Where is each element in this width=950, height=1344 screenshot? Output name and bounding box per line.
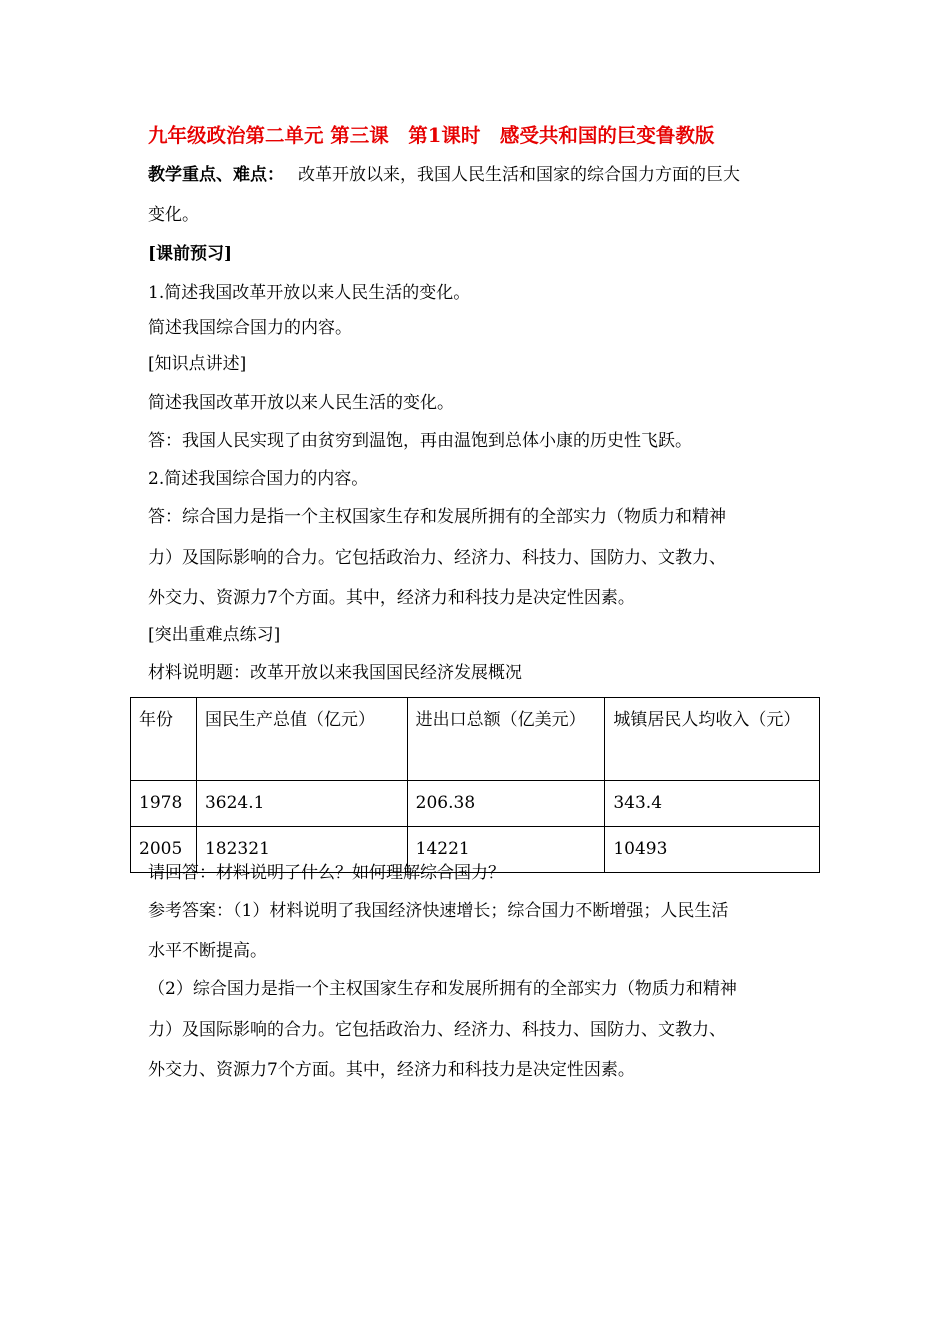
knowledge-answer-2-line3: 外交力、资源力7个方面。其中，经济力和科技力是决定性因素。: [148, 588, 635, 608]
answer-line1: 参考答案：（1）材料说明了我国经济快速增长；综合国力不断增强；人民生活: [148, 901, 729, 921]
table-header-cell: 年份: [131, 698, 197, 781]
table-cell: 14221: [407, 827, 605, 873]
question: 请回答：材料说明了什么？如何理解综合国力？: [148, 863, 505, 883]
key-points-text-cont: 变化。: [148, 205, 199, 225]
answer-line3: （2）综合国力是指一个主权国家生存和发展所拥有的全部实力（物质力和精神: [148, 979, 737, 999]
key-points-label: 教学重点、难点：: [148, 165, 284, 185]
table-cell: 10493: [605, 827, 820, 873]
table-cell: 3624.1: [196, 781, 407, 827]
knowledge-answer-2-line1: 答：综合国力是指一个主权国家生存和发展所拥有的全部实力（物质力和精神: [148, 507, 726, 527]
knowledge-answer-1: 答：我国人民实现了由贫穷到温饱，再由温饱到总体小康的历史性飞跃。: [148, 431, 692, 451]
preview-question-2: 简述我国综合国力的内容。: [148, 318, 352, 338]
table-header-row: [131, 698, 820, 781]
knowledge-answer-2-line2: 力）及国际影响的合力。它包括政治力、经济力、科技力、国防力、文教力、: [148, 548, 726, 568]
document-title: 九年级政治第二单元 第三课 第1课时 感受共和国的巨变鲁教版: [148, 124, 715, 147]
table-header-cell: 城镇居民人均收入（元）: [605, 698, 820, 781]
table-header-cell: 国民生产总值（亿元）: [196, 698, 407, 781]
table-cell: 343.4: [605, 781, 820, 827]
practice-heading: [突出重难点练习]: [148, 625, 281, 645]
preview-heading: [课前预习]: [148, 244, 233, 264]
knowledge-question-1: 简述我国改革开放以来人民生活的变化。: [148, 393, 454, 413]
key-points-text: 改革开放以来，我国人民生活和国家的综合国力方面的巨大: [298, 165, 740, 185]
practice-material: 材料说明题：改革开放以来我国国民经济发展概况: [148, 663, 522, 683]
table-cell: 1978: [131, 781, 197, 827]
answer-line4: 力）及国际影响的合力。它包括政治力、经济力、科技力、国防力、文教力、: [148, 1020, 726, 1040]
table-cell: 2005: [131, 827, 197, 873]
key-points-line: [148, 163, 740, 187]
knowledge-heading: [知识点讲述]: [148, 354, 247, 374]
answer-line2: 水平不断提高。: [148, 941, 267, 961]
table-header-cell: 进出口总额（亿美元）: [407, 698, 605, 781]
table-cell: 182321: [196, 827, 407, 873]
answer-line5: 外交力、资源力7个方面。其中，经济力和科技力是决定性因素。: [148, 1060, 635, 1080]
economy-table: [130, 697, 820, 873]
table-cell: 206.38: [407, 781, 605, 827]
knowledge-question-2: 2.简述我国综合国力的内容。: [148, 469, 369, 489]
table-row: [131, 781, 820, 827]
preview-question-1: 1.简述我国改革开放以来人民生活的变化。: [148, 283, 471, 303]
